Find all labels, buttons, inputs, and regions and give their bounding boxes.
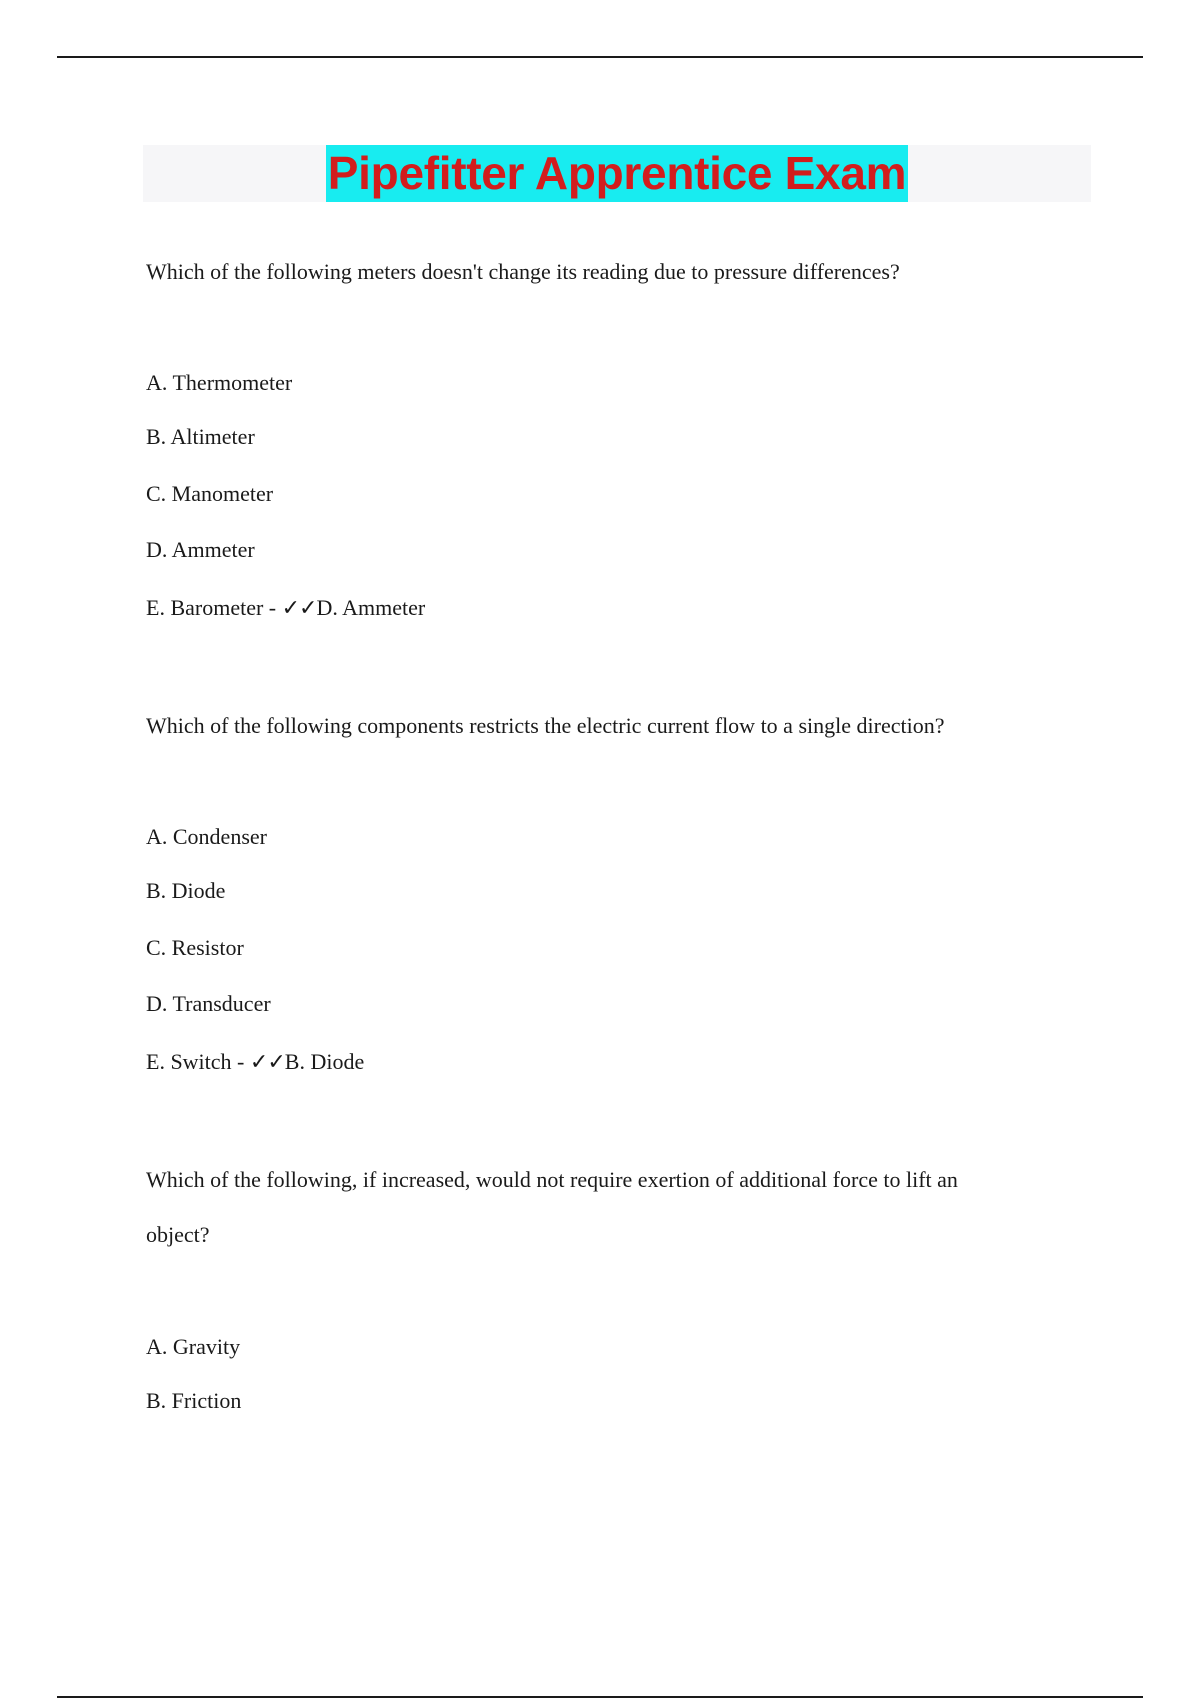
top-rule bbox=[57, 56, 1143, 58]
question-1-option-e-with-answer bbox=[146, 593, 425, 624]
page-title: Pipefitter Apprentice Exam bbox=[326, 145, 908, 202]
question-2-option-a: A. Condenser bbox=[146, 824, 267, 849]
question-1-option-e: E. Barometer - bbox=[146, 595, 282, 620]
question-3-option-a: A. Gravity bbox=[146, 1334, 241, 1359]
check-mark-icon: ✓✓ bbox=[281, 596, 317, 621]
question-1-answer: D. Ammeter bbox=[316, 595, 426, 620]
question-2-text: Which of the following components restricts the electric current flow to a single direction? bbox=[146, 713, 945, 738]
question-2-option-e-with-answer bbox=[146, 1047, 364, 1078]
question-1-option-d: D. Ammeter bbox=[146, 537, 255, 562]
question-2-option-d: D. Transducer bbox=[146, 991, 271, 1016]
question-2-option-c: C. Resistor bbox=[146, 935, 244, 960]
question-3-option-b: B. Friction bbox=[146, 1388, 242, 1413]
question-1-option-b: B. Altimeter bbox=[146, 424, 255, 449]
question-3-text-line-2: object? bbox=[146, 1222, 210, 1247]
check-mark-icon: ✓✓ bbox=[249, 1050, 285, 1075]
question-1-option-a: A. Thermometer bbox=[146, 370, 293, 395]
question-1-text: Which of the following meters doesn't change its reading due to pressure differences? bbox=[146, 259, 900, 284]
question-3-text-line-1: Which of the following, if increased, would not require exertion of additional force to lift an bbox=[146, 1167, 958, 1192]
bottom-rule bbox=[57, 1696, 1143, 1698]
question-2-option-e: E. Switch - bbox=[146, 1049, 250, 1074]
question-2-option-b: B. Diode bbox=[146, 878, 226, 903]
question-1-option-c: C. Manometer bbox=[146, 481, 274, 506]
title-banner bbox=[143, 145, 1091, 202]
question-2-answer: B. Diode bbox=[284, 1049, 365, 1074]
